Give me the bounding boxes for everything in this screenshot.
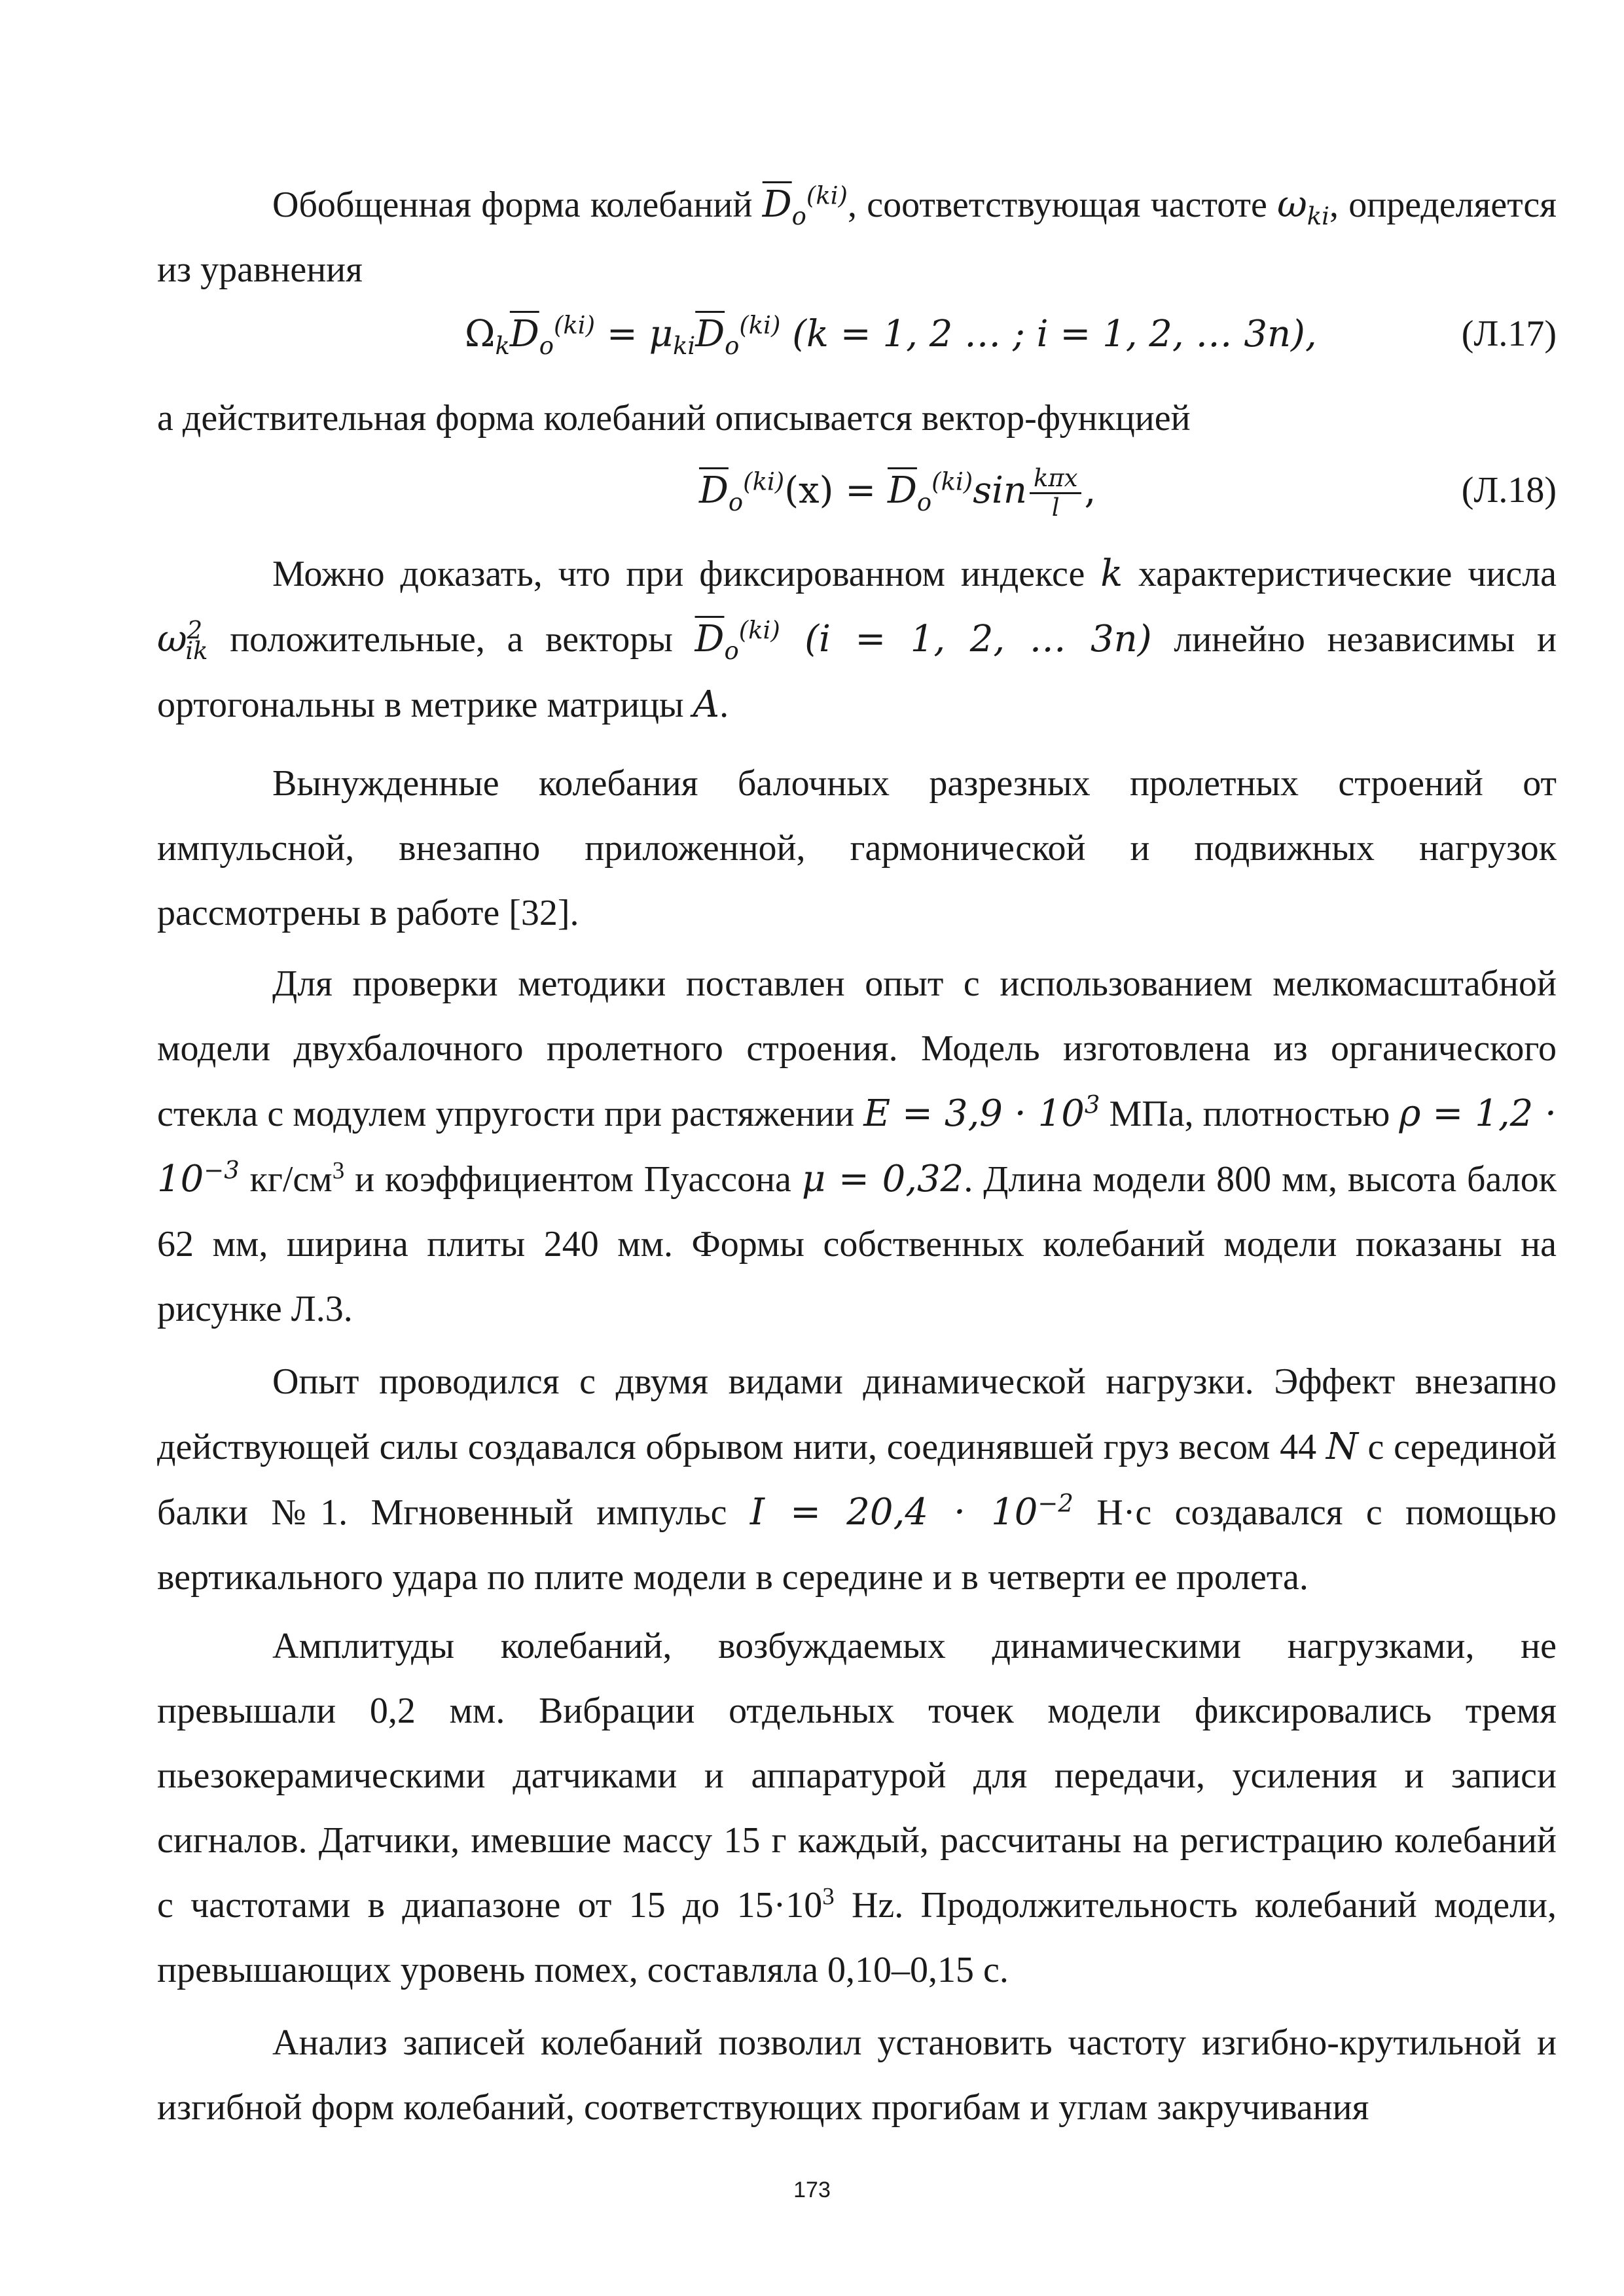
text-run: Hz. Продолжительность колебаний модели, превышающих уровень помех, составляла 0,10–0,15 с.	[157, 1885, 1557, 1990]
paragraph-8: Анализ записей колебаний позволил установить частоту изгибно-крутильной и изгибной форм колебаний, соответствующих прогибам и углам закручивания	[157, 2022, 1557, 2128]
math-e-modulus: $E = 3,9 \cdot 10^3$	[863, 1090, 1100, 1135]
text-run: Н·с создавался с помощью вертикального удара по плите модели в середине и в четверти ее пролета.	[157, 1492, 1557, 1598]
paragraph-7	[157, 1614, 1557, 2003]
text-run: Амплитуды колебаний, возбуждаемых динамическими нагрузками, не превышали 0,2 мм. Вибрации отдельных точек модели фиксировались тремя пьезокерамическими датчиками и аппаратурой для передачи, усиления и записи сигналов. Датчики, имевшие массу 15 г каждый, рассчитаны на регистрацию колебаний с частотами в диапазоне от 15 до 15·10	[157, 1626, 1557, 1926]
equation-l17-number: (Л.17)	[1461, 314, 1557, 354]
text-run: Для проверки методики поставлен опыт с использованием мелкомасштабной модели двухбалочного пролетного строения. Модель изготовлена из органического стекла с модулем упругости при растяжении	[157, 963, 1557, 1134]
equation-l18	[157, 458, 1557, 523]
text-run: положительные, а векторы	[208, 619, 695, 660]
math-impulse: $I = 20,4 \cdot 10^{-2}$	[749, 1489, 1074, 1534]
fraction: $\frac{\text{kπx}}{l}$	[1030, 465, 1082, 522]
equation-l17	[157, 302, 1557, 367]
text-run: , определяется из уравнения	[157, 185, 1557, 290]
text-run: линейно независимы и ортогональны в метрике матрицы	[157, 619, 1557, 725]
omega-symbol: $\omega_{ki}$	[1277, 183, 1329, 231]
math-a: A	[693, 683, 720, 726]
math-poisson: μ = 0,32	[801, 1158, 964, 1200]
vector-d-symbol: $\overline{D}_o^{(ki)}$	[762, 181, 848, 231]
paragraph-1	[157, 172, 1557, 302]
text-run: . Длина модели 800 мм, высота балок 62 мм, ширина плиты 240 мм. Формы собственных колебаний модели показаны на рисунке Л.3.	[157, 1159, 1557, 1329]
text-run: кг/см	[239, 1159, 333, 1200]
equation-l18-number: (Л.18)	[1461, 470, 1557, 511]
superscript: 3	[332, 1157, 345, 1184]
paragraph-6	[157, 1350, 1557, 1610]
text-run: характеристические числа	[1123, 554, 1557, 594]
equation-l17-formula: $\Omega_k\overline{D}_o^{(ki)} = \mu_{ki}\overline{D}_o^{(ki)}$ (k = 1, 2 … ; i = 1, 2, … 3n),	[465, 311, 1317, 361]
paragraph-4: Вынужденные колебания балочных разрезных пролетных строений от импульсной, внезапно приложенной, гармонической и подвижных нагрузок рассмотрены в работе [32].	[157, 763, 1557, 933]
text-run: с серединой балки №1. Мгновенный импульс	[157, 1427, 1557, 1533]
text-run: Можно доказать, что при фиксированном индексе	[272, 554, 1101, 594]
text-run: Опыт проводился с двумя видами динамической нагрузки. Эффект внезапно действующей силы создавался обрывом нити, соединявшей груз весом 44	[157, 1361, 1557, 1467]
text-run: и коэффициентом Пуассона	[344, 1159, 802, 1200]
math-n: N	[1326, 1426, 1358, 1468]
equation-l18-formula: $\overline{D}_o^{(ki)}(x) = \overline{D}_o^{(ki)}\sin$ $\frac{\text{kπx}}{l}$ ,	[699, 463, 1096, 522]
text-run: , соответствующая частоте	[847, 185, 1278, 225]
paragraph-3	[157, 541, 1557, 738]
omega-squared-symbol: $\omega^2_{ik}$	[157, 616, 208, 666]
text-run: .	[719, 685, 729, 725]
page-number: 173	[793, 2178, 831, 2202]
paragraph-5	[157, 952, 1557, 1342]
vector-d-symbol: $\overline{D}_o^{(ki)}$ (i = 1, 2, … 3n)	[695, 616, 1152, 666]
text-run: МПа, плотностью	[1100, 1094, 1399, 1134]
math-density: $\rho = 1,2 \cdot 10^{-3}$	[157, 1092, 1557, 1200]
paragraph-2: а действительная форма колебаний описывается вектор-функцией	[157, 398, 1191, 439]
superscript: 3	[822, 1882, 835, 1910]
math-k: k	[1100, 552, 1123, 595]
text-run: Обобщенная форма колебаний	[272, 185, 763, 225]
